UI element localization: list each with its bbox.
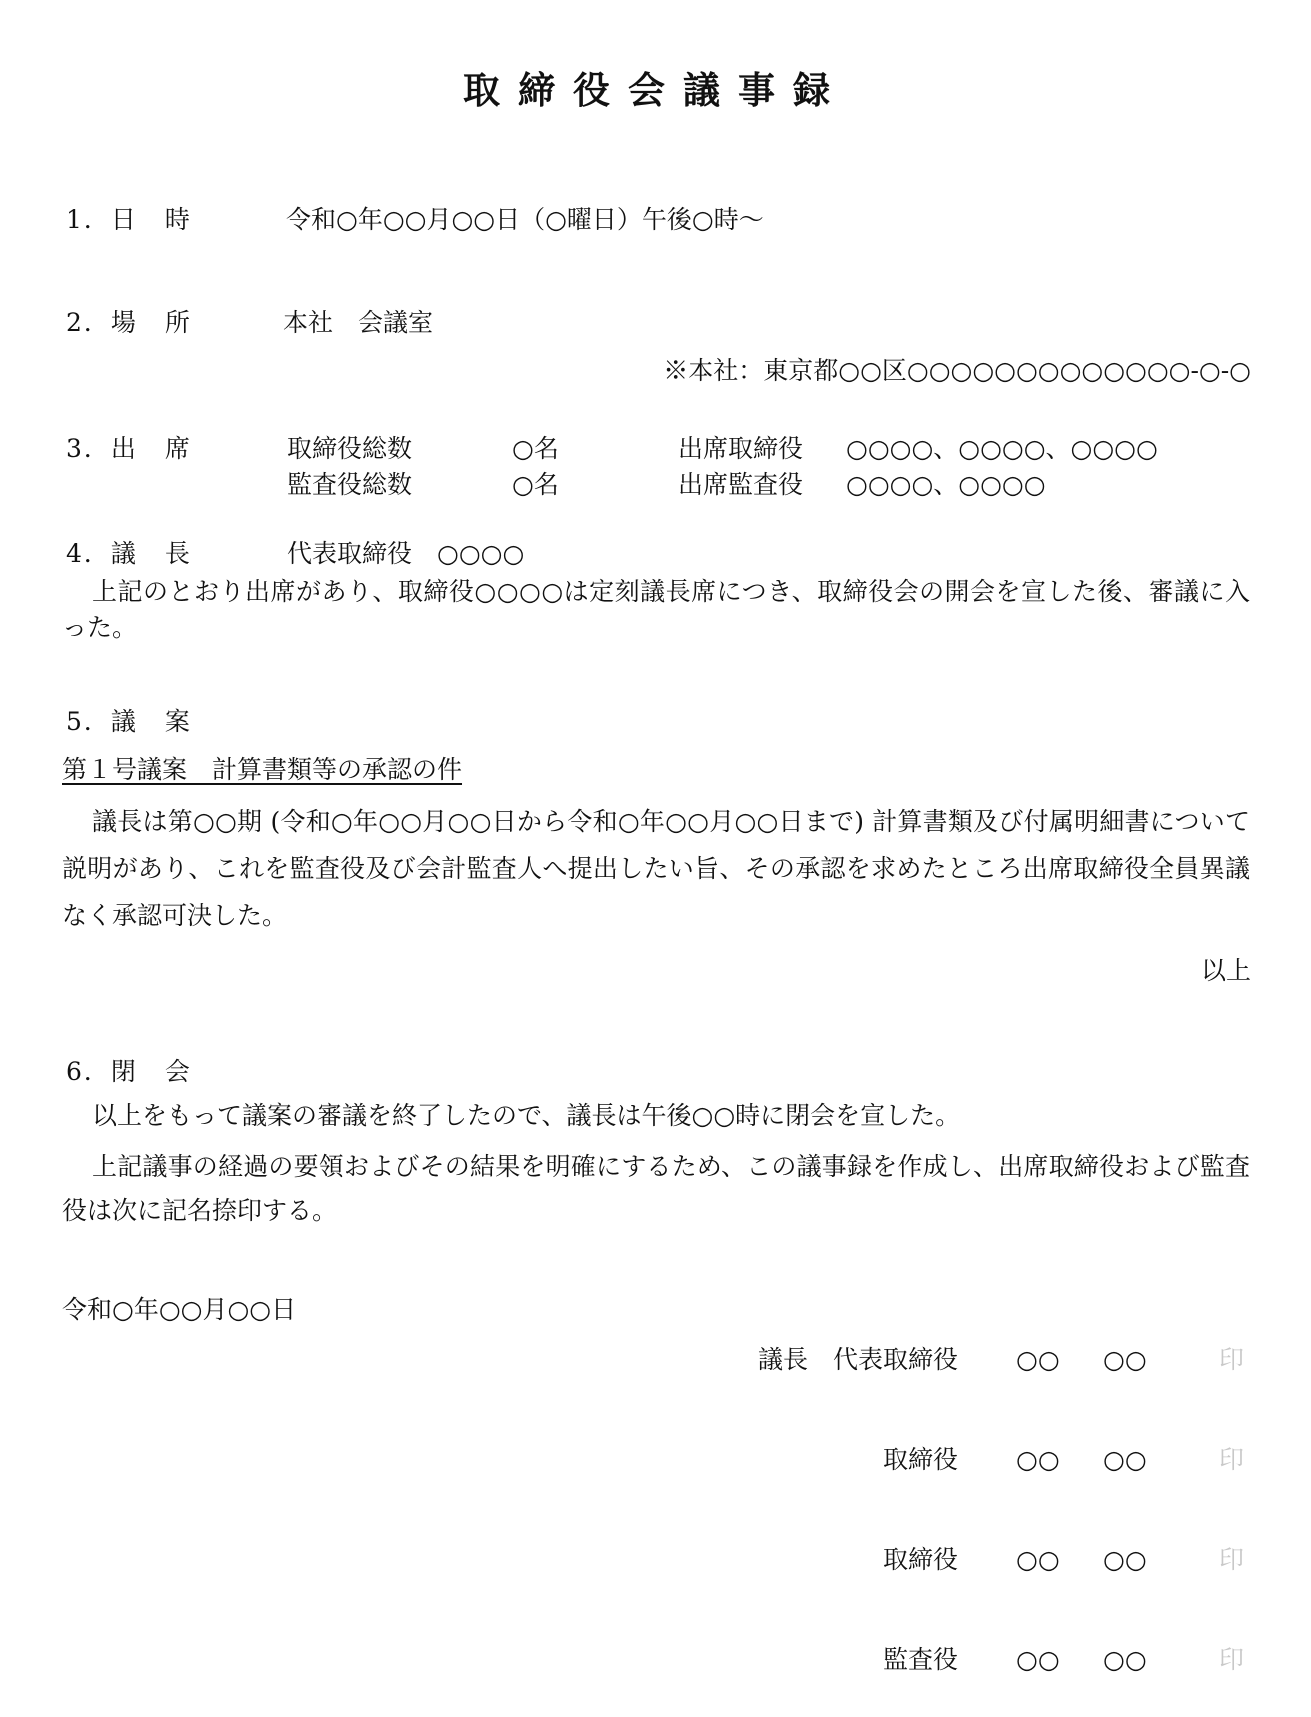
signature-1-seal: 印 xyxy=(1219,1345,1245,1374)
section-place-label: 2．場 所 xyxy=(66,308,192,337)
signature-2-name2: ○○ xyxy=(1103,1445,1147,1474)
signature-4-name2: ○○ xyxy=(1103,1645,1147,1674)
attendance-row-2-item: 監査役総数 xyxy=(287,470,413,499)
section-chair-label: 4．議 長 xyxy=(66,539,192,568)
signature-date: 令和○年○○月○○日 xyxy=(62,1295,297,1324)
signature-3-role: 取締役 xyxy=(882,1545,958,1574)
signature-4-role: 監査役 xyxy=(882,1645,958,1674)
signature-3-name1: ○○ xyxy=(1016,1545,1060,1574)
signature-3-seal: 印 xyxy=(1219,1545,1245,1574)
signature-2-name1: ○○ xyxy=(1016,1445,1060,1474)
close-text-2: 上記議事の経過の要領およびその結果を明確にするため、この議事録を作成し、出席取締役および監査役は次に記名捺印する。 xyxy=(62,1152,1250,1225)
signature-3-name2: ○○ xyxy=(1103,1545,1147,1574)
section-close-label: 6．閉 会 xyxy=(66,1057,192,1086)
section-place-value: 本社 会議室 xyxy=(283,308,434,337)
attendance-row-1-count: ○名 xyxy=(512,434,559,463)
section-agenda-label: 5．議 案 xyxy=(66,707,192,736)
close-text-1: 以上をもって議案の審議を終了したので、議長は午後○○時に閉会を宣した。 xyxy=(92,1101,961,1130)
signature-1-name1: ○○ xyxy=(1016,1345,1060,1374)
signature-1-role: 議長 代表取締役 xyxy=(757,1345,958,1374)
attendance-row-1-role: 出席取締役 xyxy=(678,434,804,463)
agenda-item-title: 第１号議案 計算書類等の承認の件 xyxy=(62,755,463,784)
agenda-closing: 以上 xyxy=(1200,956,1251,985)
section-attendance-label: 3．出 席 xyxy=(66,434,192,463)
signature-4-name1: ○○ xyxy=(1016,1645,1060,1674)
section-date-value: 令和○年○○月○○日（○曜日）午後○時～ xyxy=(286,205,764,234)
signature-1-name2: ○○ xyxy=(1103,1345,1147,1374)
attendance-row-1-names: ○○○○、○○○○、○○○○ xyxy=(846,434,1158,463)
signature-2-role: 取締役 xyxy=(882,1445,958,1474)
section-chair-text: 上記のとおり出席があり、取締役○○○○は定刻議長席につき、取締役会の開会を宣した後、審議に入った。 xyxy=(62,577,1250,642)
signature-4-seal: 印 xyxy=(1219,1645,1245,1674)
section-chair-value: 代表取締役 ○○○○ xyxy=(287,539,525,568)
attendance-row-2-count: ○名 xyxy=(512,470,559,499)
section-place-note: ※本社：東京都○○区○○○○○○○○○○○○○-○-○ xyxy=(663,356,1251,385)
document-title: 取締役会議事録 xyxy=(463,69,848,112)
attendance-row-2-role: 出席監査役 xyxy=(678,470,804,499)
attendance-row-2-names: ○○○○、○○○○ xyxy=(846,470,1046,499)
attendance-row-1-item: 取締役総数 xyxy=(287,434,413,463)
agenda-text: 議長は第○○期 (令和○年○○月○○日から令和○年○○月○○日まで) 計算書類及び付属明細書について説明があり、これを監査役及び会計監査人へ提出したい旨、その承認を求めたところ出席取締役全員異議なく承認可決した。 xyxy=(62,807,1250,930)
section-date-label: 1．日 時 xyxy=(66,205,192,234)
signature-2-seal: 印 xyxy=(1219,1445,1245,1474)
